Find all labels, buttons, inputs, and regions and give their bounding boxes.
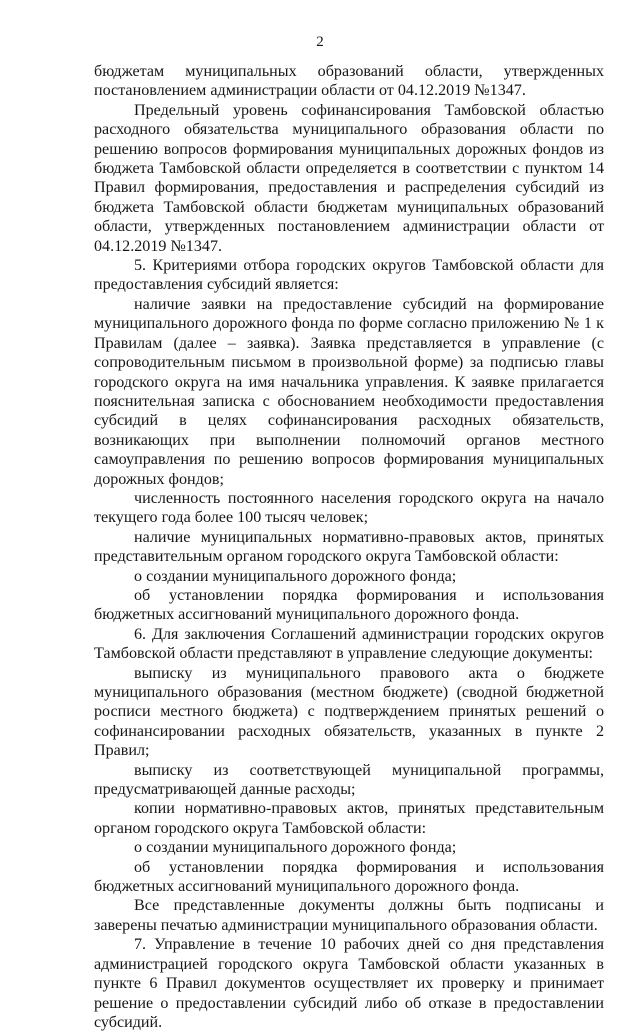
body-paragraph: о создании муниципального дорожного фонда; [134, 567, 457, 585]
body-paragraph: копии нормативно-правовых актов, принятых представительным органом городского округа Тамбовской области: [94, 800, 604, 837]
document-body [94, 62, 604, 1032]
body-paragraph: Все представленные документы должны быть подписаны и заверены печатью администрации муниципального образования области. [94, 897, 604, 934]
body-paragraph: 6. Для заключения Соглашений администрации городских округов Тамбовской области представляют в управление следующие документы: [94, 625, 604, 663]
body-paragraph: наличие муниципальных нормативно-правовых актов, принятых представительным органом городского округа Тамбовской области: [94, 528, 604, 566]
body-paragraph: 7. Управление в течение 10 рабочих дней со дня представления администрацией городского округа Тамбовской области указанных в пункте 6 Правил документов осуществляет их проверку и принимает решение о предоставлении субсидий либо об отказе в предоставлении субсидий. [94, 936, 604, 1031]
body-paragraph: Предельный уровень софинансирования Тамбовской областью расходного обязательства муниципального образования области по решению вопросов формирования муниципальных дорожных фондов из бюджета Тамбовской области определяется в соответствии с пунктом 14 Правил формирования, предоставления и распределения субсидий из бюджета Тамбовской области бюджетам муниципальных образований области, утвержденных постановлением администрации области от 04.12.2019 №1347. [94, 101, 604, 255]
body-paragraph: наличие заявки на предоставление субсидий на формирование муниципального дорожного фонда по форме согласно приложению № 1 к Правилам (далее – заявка). Заявка представляется в управление (с сопроводительным письмом в произвольной форме) за подписью главы городского округа на имя начальника управления. К заявке прилагается пояснительная записка с обоснованием необходимости предоставления субсидий в целях софинансирования расходных обязательств, возникающих при выполнении полномочий органов местного самоуправления по решению вопросов формирования муниципальных дорожных фондов; [94, 295, 604, 488]
body-paragraph: бюджетам муниципальных образований области, утвержденных постановлением администрации области от 04.12.2019 №1347. [94, 63, 604, 100]
body-paragraph: 5. Критериями отбора городских округов Тамбовской области для предоставления субсидий является: [94, 257, 604, 294]
page-number: 2 [316, 34, 324, 50]
body-paragraph: выписку из муниципального правового акта о бюджете муниципального образования (местном бюджете) (сводной бюджетной росписи местного бюджета) с подтверждением принятых решений о софинансировании расходных обязательств, указанных в пункте 2 Правил; [94, 664, 604, 760]
body-paragraph: об установлении порядка формирования и использования бюджетных ассигнований муниципального дорожного фонда. [94, 858, 604, 896]
body-paragraph: о создании муниципального дорожного фонда; [134, 839, 457, 857]
body-paragraph: об установлении порядка формирования и использования бюджетных ассигнований муниципального дорожного фонда. [94, 586, 604, 624]
body-paragraph: выписку из соответствующей муниципальной программы, предусматривающей данные расходы; [94, 761, 604, 799]
body-paragraph: численность постоянного населения городского округа на начало текущего года более 100 тысяч человек; [94, 489, 604, 527]
